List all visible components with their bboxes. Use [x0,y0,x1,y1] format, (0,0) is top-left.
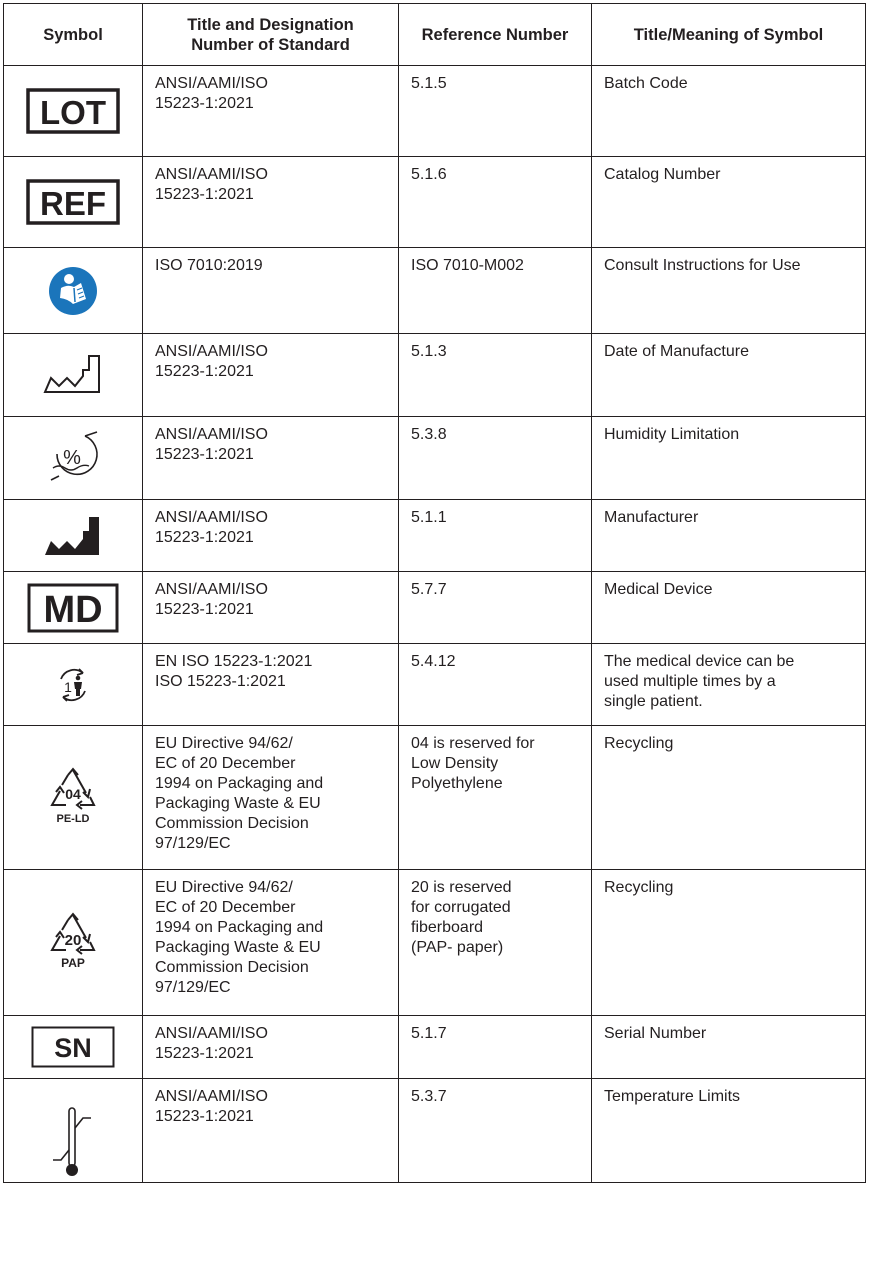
reference-cell: 5.1.6 [399,157,592,248]
meaning-cell: Temperature Limits [592,1079,866,1183]
manufacturer-icon [41,513,105,559]
date-of-manufacture-icon [41,352,105,398]
reference-cell: 5.3.8 [399,417,592,500]
standard-cell: EN ISO 15223-1:2021 ISO 15223-1:2021 [143,644,399,726]
header-title-designation: Title and Designation Number of Standard [143,4,399,66]
table-row [4,572,866,644]
ref-icon-text: REF [40,185,106,222]
symbol-cell [4,644,143,726]
meaning-cell: The medical device can be used multiple times by a single patient. [592,644,866,726]
table-row [4,870,866,1016]
reference-cell: 5.1.1 [399,500,592,572]
meaning-cell: Medical Device [592,572,866,644]
meaning-cell: Recycling [592,870,866,1016]
ref-icon [26,179,120,225]
humidity-icon-text: % [63,447,81,469]
reference-cell: ISO 7010-M002 [399,248,592,334]
table-row [4,157,866,248]
reference-cell: 5.4.12 [399,644,592,726]
recycling-20-number: 20 [64,931,82,949]
standard-cell: ANSI/AAMI/ISO 15223-1:2021 [143,1016,399,1079]
table-row [4,500,866,572]
symbol-cell [4,66,143,157]
reference-cell: 5.7.7 [399,572,592,644]
temperature-limits-icon [53,1106,93,1178]
symbol-cell [4,1079,143,1183]
standard-cell: ANSI/AAMI/ISO 15223-1:2021 [143,66,399,157]
symbol-cell [4,248,143,334]
meaning-cell: Batch Code [592,66,866,157]
meaning-cell: Manufacturer [592,500,866,572]
consult-instructions-icon [48,266,98,316]
meaning-cell: Date of Manufacture [592,334,866,417]
medical-device-icon [27,583,119,633]
reference-cell: 5.1.3 [399,334,592,417]
reference-cell: 5.1.5 [399,66,592,157]
recycling-04-label: PE-LD [56,812,90,825]
table-row [4,334,866,417]
table-row [4,726,866,870]
single-patient-icon-text: 1 [64,678,72,695]
symbol-cell [4,417,143,500]
symbol-cell [4,572,143,644]
reference-cell: 5.3.7 [399,1079,592,1183]
meaning-cell: Consult Instructions for Use [592,248,866,334]
symbol-cell [4,726,143,870]
table-row [4,66,866,157]
symbol-cell [4,870,143,1016]
standard-cell: ISO 7010:2019 [143,248,399,334]
symbol-cell [4,157,143,248]
standard-cell: EU Directive 94/62/ EC of 20 December 1994 on Packaging and Packaging Waste & EU Commission Decision 97/129/EC [143,726,399,870]
symbol-cell [4,500,143,572]
table-row [4,1079,866,1183]
header-row [4,4,866,66]
lot-icon [26,88,120,134]
lot-icon-text: LOT [40,94,106,131]
header-reference-number: Reference Number [399,4,592,66]
single-patient-multiple-use-icon [53,665,93,705]
reference-cell: 04 is reserved for Low Density Polyethylene [399,726,592,870]
serial-number-icon [31,1026,115,1068]
header-meaning: Title/Meaning of Symbol [592,4,866,66]
standard-cell: ANSI/AAMI/ISO 15223-1:2021 [143,157,399,248]
recycling-04-pe-ld-icon [46,767,100,829]
meaning-cell: Humidity Limitation [592,417,866,500]
md-icon-text: MD [43,588,103,631]
reference-cell: 20 is reserved for corrugated fiberboard (PAP- paper) [399,870,592,1016]
standard-cell: ANSI/AAMI/ISO 15223-1:2021 [143,1079,399,1183]
symbol-cell [4,334,143,417]
standard-cell: EU Directive 94/62/ EC of 20 December 1994 on Packaging and Packaging Waste & EU Commission Decision 97/129/EC [143,870,399,1016]
standard-cell: ANSI/AAMI/ISO 15223-1:2021 [143,417,399,500]
table-row [4,644,866,726]
table-row [4,1016,866,1079]
recycling-20-label: PAP [61,955,85,970]
meaning-cell: Serial Number [592,1016,866,1079]
reference-cell: 5.1.7 [399,1016,592,1079]
standard-cell: ANSI/AAMI/ISO 15223-1:2021 [143,500,399,572]
recycling-20-pap-icon [46,912,100,974]
humidity-limitation-icon [41,428,105,488]
meaning-cell: Catalog Number [592,157,866,248]
standard-cell: ANSI/AAMI/ISO 15223-1:2021 [143,572,399,644]
standard-cell: ANSI/AAMI/ISO 15223-1:2021 [143,334,399,417]
sn-icon-text: SN [54,1033,92,1063]
table-row [4,417,866,500]
recycling-04-number: 04 [65,785,81,802]
symbol-cell [4,1016,143,1079]
meaning-cell: Recycling [592,726,866,870]
symbols-table [3,3,866,1183]
header-symbol: Symbol [4,4,143,66]
table-row [4,248,866,334]
